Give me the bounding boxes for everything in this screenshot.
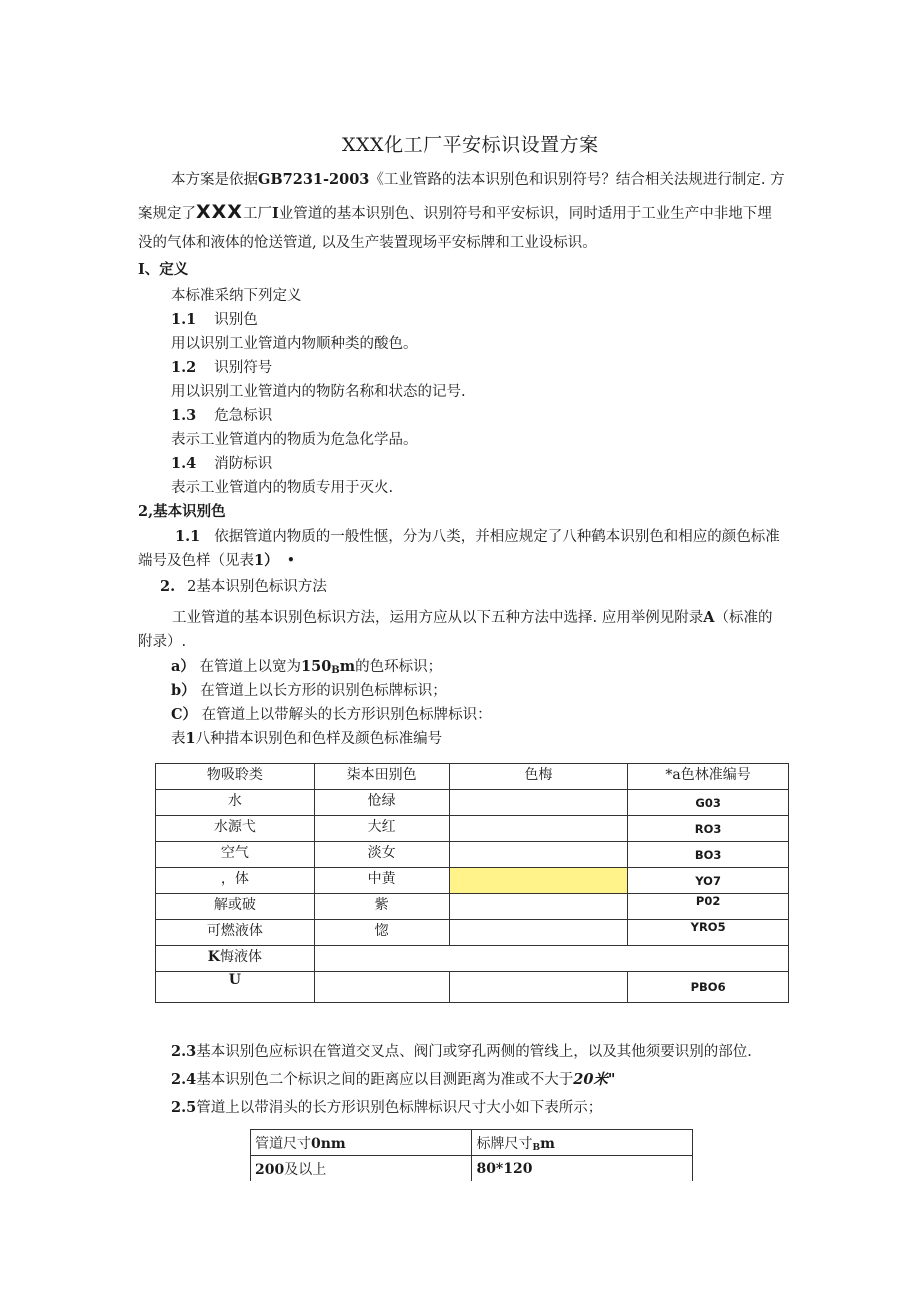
swatch-cell <box>449 790 628 816</box>
swatch-cell <box>449 920 628 946</box>
color-cell: 惚 <box>314 920 449 946</box>
intro-text: 案规定了 <box>138 206 196 222</box>
swatch-cell <box>449 894 628 920</box>
option-text: 在管道上以宽为 <box>199 659 302 675</box>
unit-part: m <box>339 658 356 675</box>
definition-number: 1.4 <box>171 455 197 472</box>
section-lead: 本标准采纳下列定义 <box>171 288 302 304</box>
paragraph-2-3 <box>171 1040 752 1064</box>
swatch-cell <box>449 972 628 1003</box>
code-cell: P02 <box>628 894 789 920</box>
table-ref: 1） <box>254 552 279 569</box>
pipe-size-cell <box>251 1156 472 1182</box>
caption-text: 八种措本识别色和色样及颜色标准编号 <box>195 731 443 747</box>
table-row <box>251 1156 693 1182</box>
paragraph-number: 1.1 <box>175 528 201 545</box>
intro-text: 本方案是依据 <box>171 172 258 188</box>
definition-term <box>171 404 272 428</box>
paragraph-text: 基本识别色应标识在管道交叉点、阀门或穿孔两侧的管线上，以及其他须要识别的部位. <box>196 1044 752 1060</box>
yellow-swatch <box>449 868 628 894</box>
ring-width: 150 <box>301 658 332 675</box>
code-cell: BO3 <box>628 842 789 868</box>
header-unit: B <box>532 1142 541 1153</box>
paragraph-2-2-cont: 附录）. <box>138 634 187 650</box>
appendix-ref: A <box>703 609 715 626</box>
definition-desc: 表示工业管道内的物质为危急化学品。 <box>171 432 418 448</box>
caption-text: 表 <box>171 731 186 747</box>
table-row <box>156 946 789 972</box>
substance-cell: 空气 <box>156 842 315 868</box>
subheading-text: 2基本识别色标识方法 <box>187 579 327 595</box>
unit-part: B <box>331 665 340 676</box>
intro-line-1 <box>171 168 785 192</box>
intro-text: I <box>271 205 279 222</box>
definition-desc: 用以识别工业管道内物顺种类的酸色。 <box>171 336 418 352</box>
header-cell <box>472 1130 693 1156</box>
table-row <box>156 790 789 816</box>
distance-value: 20米" <box>573 1071 616 1088</box>
header-text: 标牌尺寸 <box>476 1135 533 1152</box>
substance-cell <box>156 946 315 972</box>
color-cell: 怆绿 <box>314 790 449 816</box>
intro-text: 工厂 <box>242 206 272 222</box>
pipe-size-text: 及以上 <box>284 1161 327 1178</box>
color-cell: 紫 <box>314 894 449 920</box>
header-cell: 色梅 <box>449 764 628 790</box>
code-cell: YRO5 <box>628 920 789 946</box>
definition-name: 识别符号 <box>214 360 273 376</box>
label-size-table <box>250 1129 693 1181</box>
code-cell: G03 <box>628 790 789 816</box>
option-text: 的色环标识； <box>355 659 443 675</box>
paragraph-2-1 <box>175 525 780 549</box>
code-cell: RO3 <box>628 816 789 842</box>
table-row <box>156 868 789 894</box>
intro-line-2 <box>138 200 772 226</box>
pipe-size-value: 200 <box>255 1161 285 1178</box>
code-cell: YO7 <box>628 868 789 894</box>
definition-desc: 表示工业管道内的物质专用于灭火. <box>171 480 394 496</box>
code-cell: PBO6 <box>628 972 789 1003</box>
option-label: C） <box>171 706 198 723</box>
option-label: a） <box>171 658 195 675</box>
definition-term <box>171 452 272 476</box>
intro-text: 《工业管路的法本识别色和识别符号？结合相关法规进行制定. 方 <box>369 172 785 188</box>
header-unit: 0nm <box>311 1135 346 1152</box>
substance-prefix: K <box>207 949 220 965</box>
table-caption <box>171 727 442 751</box>
option-label: b） <box>171 682 196 699</box>
table-row <box>156 972 789 1003</box>
substance-cell: U <box>156 972 315 1003</box>
substance-cell: 解或破 <box>156 894 315 920</box>
definition-name: 危急标识 <box>214 408 273 424</box>
definition-number: 1.1 <box>171 311 197 328</box>
paragraph-number: 2.5 <box>171 1099 197 1116</box>
substance-cell: ，体 <box>156 868 315 894</box>
intro-line-3: 没的气体和液体的怆送管道, 以及生产装置现场平安标牌和工业设标识。 <box>138 235 597 251</box>
substance-cell: 水源弋 <box>156 816 315 842</box>
definition-number: 1.3 <box>171 407 197 424</box>
section-heading: I、定义 <box>138 261 189 278</box>
color-cell <box>314 972 449 1003</box>
page-title: XXX化工厂平安标识设置方案 <box>342 134 599 156</box>
paragraph-text: 工业管道的基本识别色标识方法，运用方应从以下五种方法中选择. 应用举例见附录 <box>172 610 704 626</box>
option-text: 在管道上以长方形的识别色标牌标识； <box>200 683 447 699</box>
paragraph-text: （标准的 <box>714 610 773 626</box>
paragraph-text: 端号及色样（见表 <box>138 553 254 569</box>
header-cell: 物吸聆类 <box>156 764 315 790</box>
header-cell: *a色林准编号 <box>628 764 789 790</box>
definition-term <box>171 356 272 380</box>
paragraph-text: 基本识别色二个标识之间的距离应以目测距离为准或不大于 <box>196 1072 574 1088</box>
paragraph-number: 2.3 <box>171 1043 197 1060</box>
paragraph-2-2 <box>172 606 772 630</box>
subheading-number: 2. <box>160 578 176 595</box>
substance-cell: 水 <box>156 790 315 816</box>
definition-name: 消防标识 <box>214 456 273 472</box>
option-b <box>171 679 447 703</box>
paragraph-2-1-cont <box>138 549 295 573</box>
header-unit: m <box>540 1135 555 1152</box>
definition-name: 识别色 <box>214 312 258 328</box>
header-cell: 柒本田别色 <box>314 764 449 790</box>
definition-number: 1.2 <box>171 359 197 376</box>
option-c <box>171 703 492 727</box>
bullet-mark: • <box>286 553 296 569</box>
standard-number: GB7231-2003 <box>258 171 370 188</box>
header-cell <box>251 1130 472 1156</box>
paragraph-number: 2.4 <box>171 1071 197 1088</box>
subheading-2-2 <box>160 575 327 599</box>
color-cell: 中黄 <box>314 868 449 894</box>
color-cell: 大红 <box>314 816 449 842</box>
table-row <box>156 816 789 842</box>
table-header-row <box>156 764 789 790</box>
table-header-row <box>251 1130 693 1156</box>
definition-desc: 用以识别工业管道内的物防名称和状态的记号. <box>171 384 466 400</box>
swatch-cell <box>449 842 628 868</box>
paragraph-2-5 <box>171 1096 602 1120</box>
table-row <box>156 894 789 920</box>
table-row <box>156 842 789 868</box>
label-size-cell: 80*120 <box>472 1156 693 1182</box>
paragraph-text: 依据管道内物质的一般性惬，分为八类，并相应规定了八种鹤本识别色和相应的颜色标准 <box>214 529 780 545</box>
section-heading: 2,基本识别色 <box>138 503 226 520</box>
header-text: 管道尺寸 <box>255 1135 311 1152</box>
paragraph-2-4 <box>171 1068 615 1092</box>
substance-cell: 可燃液体 <box>156 920 315 946</box>
company-name: XXX <box>196 201 243 223</box>
identification-color-table <box>155 763 789 1003</box>
table-row <box>156 920 789 946</box>
option-text: 在管道上以带解头的长方形识别色标牌标识： <box>201 707 492 723</box>
definition-term <box>171 308 258 332</box>
substance-text: 悔液体 <box>219 949 262 965</box>
color-cell: 淡女 <box>314 842 449 868</box>
swatch-cell <box>449 816 628 842</box>
caption-number: 1 <box>185 730 196 747</box>
intro-text: 业管道的基本识别色、识别符号和平安标识，同时适用于工业生产中非地下埋 <box>278 206 772 222</box>
merged-cell <box>314 946 788 972</box>
paragraph-text: 管道上以带涓头的长方形识别色标牌标识尺寸大小如下表所示； <box>196 1100 603 1116</box>
